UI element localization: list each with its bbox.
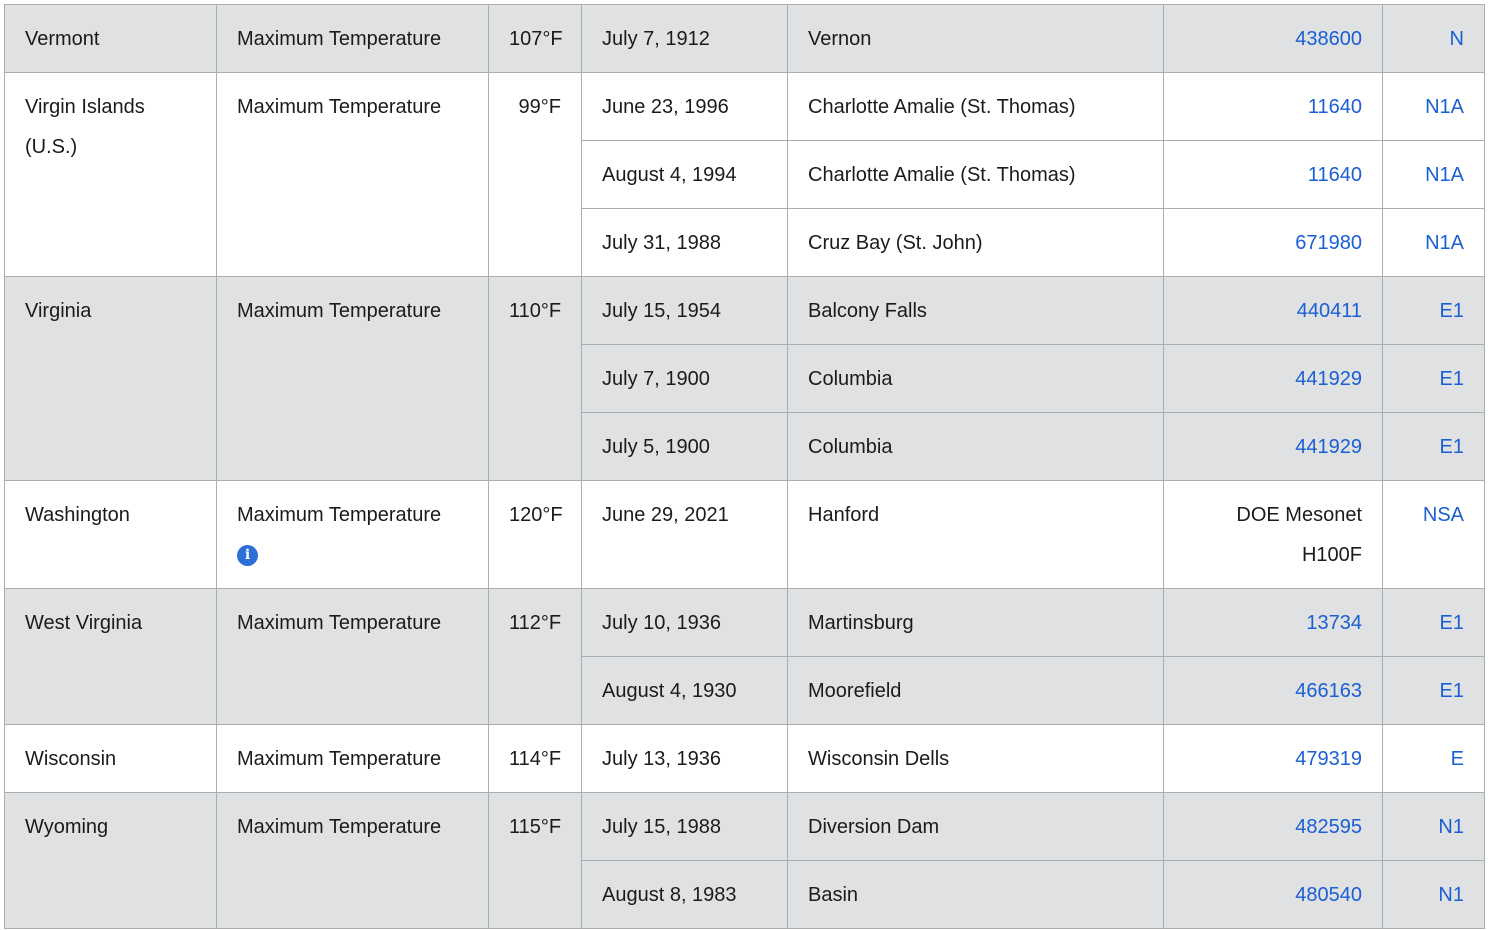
element-label: Maximum Temperature: [237, 28, 442, 50]
station-id-link[interactable]: 479319: [1295, 748, 1362, 770]
date-cell: July 7, 1900: [582, 345, 788, 413]
temperature-value-cell: 110°F: [489, 277, 582, 481]
state-group: [5, 589, 1485, 725]
state-name-cell: Wyoming: [5, 793, 217, 929]
source-code-link[interactable]: N1A: [1425, 96, 1464, 118]
station-cell: [1164, 5, 1383, 73]
element-cell: [217, 277, 489, 481]
location-cell: Diversion Dam: [788, 793, 1164, 861]
state-group: [5, 73, 1485, 277]
state-group: [5, 793, 1485, 929]
element-label: Maximum Temperature: [237, 96, 442, 118]
table-row: [5, 5, 1485, 73]
info-icon[interactable]: i: [237, 545, 258, 566]
state-name-cell: Virgin Islands (U.S.): [5, 73, 217, 277]
element-label: Maximum Temperature: [237, 300, 442, 322]
temperature-value-cell: 112°F: [489, 589, 582, 725]
state-group: [5, 725, 1485, 793]
station-id-link[interactable]: 482595: [1295, 816, 1362, 838]
state-group: [5, 5, 1485, 73]
station-cell: [1164, 861, 1383, 929]
state-name-cell: Washington: [5, 481, 217, 589]
source-cell: [1383, 141, 1485, 209]
location-cell: Charlotte Amalie (St. Thomas): [788, 141, 1164, 209]
state-temperature-records-table: [4, 4, 1485, 929]
element-cell: [217, 589, 489, 725]
state-group: [5, 277, 1485, 481]
source-code-link[interactable]: E1: [1439, 436, 1464, 458]
element-label: Maximum Temperature: [237, 816, 442, 838]
location-cell: Wisconsin Dells: [788, 725, 1164, 793]
station-id-link[interactable]: 11640: [1307, 96, 1362, 118]
state-name-cell: West Virginia: [5, 589, 217, 725]
station-cell: [1164, 725, 1383, 793]
date-cell: July 13, 1936: [582, 725, 788, 793]
source-code-link[interactable]: NSA: [1422, 504, 1464, 526]
table-row: [5, 793, 1485, 861]
element-label: Maximum Temperature: [237, 612, 442, 634]
location-cell: Charlotte Amalie (St. Thomas): [788, 73, 1164, 141]
station-cell: [1164, 481, 1383, 589]
station-id-link[interactable]: 441929: [1295, 436, 1362, 458]
element-label: Maximum Temperature: [237, 504, 442, 526]
station-cell: [1164, 141, 1383, 209]
temperature-value-cell: 114°F: [489, 725, 582, 793]
source-cell: [1383, 589, 1485, 657]
station-cell: [1164, 209, 1383, 277]
element-cell: [217, 5, 489, 73]
temperature-value-cell: 107°F: [489, 5, 582, 73]
source-cell: [1383, 209, 1485, 277]
station-id-link[interactable]: 13734: [1306, 612, 1362, 634]
element-label: Maximum Temperature: [237, 748, 442, 770]
element-cell: [217, 73, 489, 277]
date-cell: July 7, 1912: [582, 5, 788, 73]
state-name-cell: Wisconsin: [5, 725, 217, 793]
source-code-link[interactable]: E: [1450, 748, 1464, 770]
table-row: [5, 481, 1485, 589]
state-name-cell: Virginia: [5, 277, 217, 481]
source-code-link[interactable]: N1: [1438, 884, 1464, 906]
station-cell: [1164, 345, 1383, 413]
station-id-link[interactable]: 441929: [1295, 368, 1362, 390]
location-cell: Columbia: [788, 345, 1164, 413]
station-id-link[interactable]: 480540: [1295, 884, 1362, 906]
element-cell: [217, 793, 489, 929]
source-code-link[interactable]: N1: [1438, 816, 1464, 838]
records-table-container: [4, 4, 1484, 929]
date-cell: July 15, 1988: [582, 793, 788, 861]
table-row: [5, 277, 1485, 345]
source-cell: [1383, 277, 1485, 345]
state-group: [5, 481, 1485, 589]
location-cell: Basin: [788, 861, 1164, 929]
station-cell: [1164, 413, 1383, 481]
source-code-link[interactable]: N1A: [1425, 232, 1464, 254]
source-cell: [1383, 5, 1485, 73]
source-cell: [1383, 657, 1485, 725]
source-cell: [1383, 861, 1485, 929]
date-cell: August 8, 1983: [582, 861, 788, 929]
source-cell: [1383, 345, 1485, 413]
source-code-link[interactable]: N: [1449, 28, 1464, 50]
temperature-value-cell: 115°F: [489, 793, 582, 929]
state-name-cell: Vermont: [5, 5, 217, 73]
date-cell: August 4, 1930: [582, 657, 788, 725]
location-cell: Vernon: [788, 5, 1164, 73]
station-id-link[interactable]: 440411: [1296, 300, 1362, 322]
date-cell: July 5, 1900: [582, 413, 788, 481]
source-cell: [1383, 481, 1485, 589]
date-cell: July 10, 1936: [582, 589, 788, 657]
station-id-link[interactable]: 438600: [1295, 28, 1362, 50]
table-row: [5, 725, 1485, 793]
station-cell: [1164, 793, 1383, 861]
station-id-link[interactable]: 671980: [1295, 232, 1362, 254]
date-cell: July 31, 1988: [582, 209, 788, 277]
temperature-value-cell: 99°F: [489, 73, 582, 277]
source-code-link[interactable]: E1: [1439, 612, 1464, 634]
station-cell: [1164, 277, 1383, 345]
location-cell: Martinsburg: [788, 589, 1164, 657]
location-cell: Hanford: [788, 481, 1164, 589]
element-cell: [217, 481, 489, 589]
station-cell: [1164, 73, 1383, 141]
location-cell: Cruz Bay (St. John): [788, 209, 1164, 277]
station-cell: [1164, 589, 1383, 657]
temperature-value-cell: 120°F: [489, 481, 582, 589]
source-cell: [1383, 725, 1485, 793]
date-cell: June 23, 1996: [582, 73, 788, 141]
source-cell: [1383, 73, 1485, 141]
table-row: [5, 73, 1485, 141]
table-row: [5, 589, 1485, 657]
station-id-link[interactable]: 466163: [1295, 680, 1362, 702]
element-cell: [217, 725, 489, 793]
station-name-text: DOE Mesonet H100F: [1236, 504, 1362, 566]
source-code-link[interactable]: E1: [1439, 680, 1464, 702]
station-cell: [1164, 657, 1383, 725]
source-code-link[interactable]: E1: [1439, 368, 1464, 390]
source-code-link[interactable]: N1A: [1425, 164, 1464, 186]
location-cell: Balcony Falls: [788, 277, 1164, 345]
date-cell: June 29, 2021: [582, 481, 788, 589]
source-cell: [1383, 793, 1485, 861]
source-code-link[interactable]: E1: [1439, 300, 1464, 322]
location-cell: Moorefield: [788, 657, 1164, 725]
date-cell: July 15, 1954: [582, 277, 788, 345]
station-id-link[interactable]: 11640: [1307, 164, 1362, 186]
date-cell: August 4, 1994: [582, 141, 788, 209]
source-cell: [1383, 413, 1485, 481]
location-cell: Columbia: [788, 413, 1164, 481]
